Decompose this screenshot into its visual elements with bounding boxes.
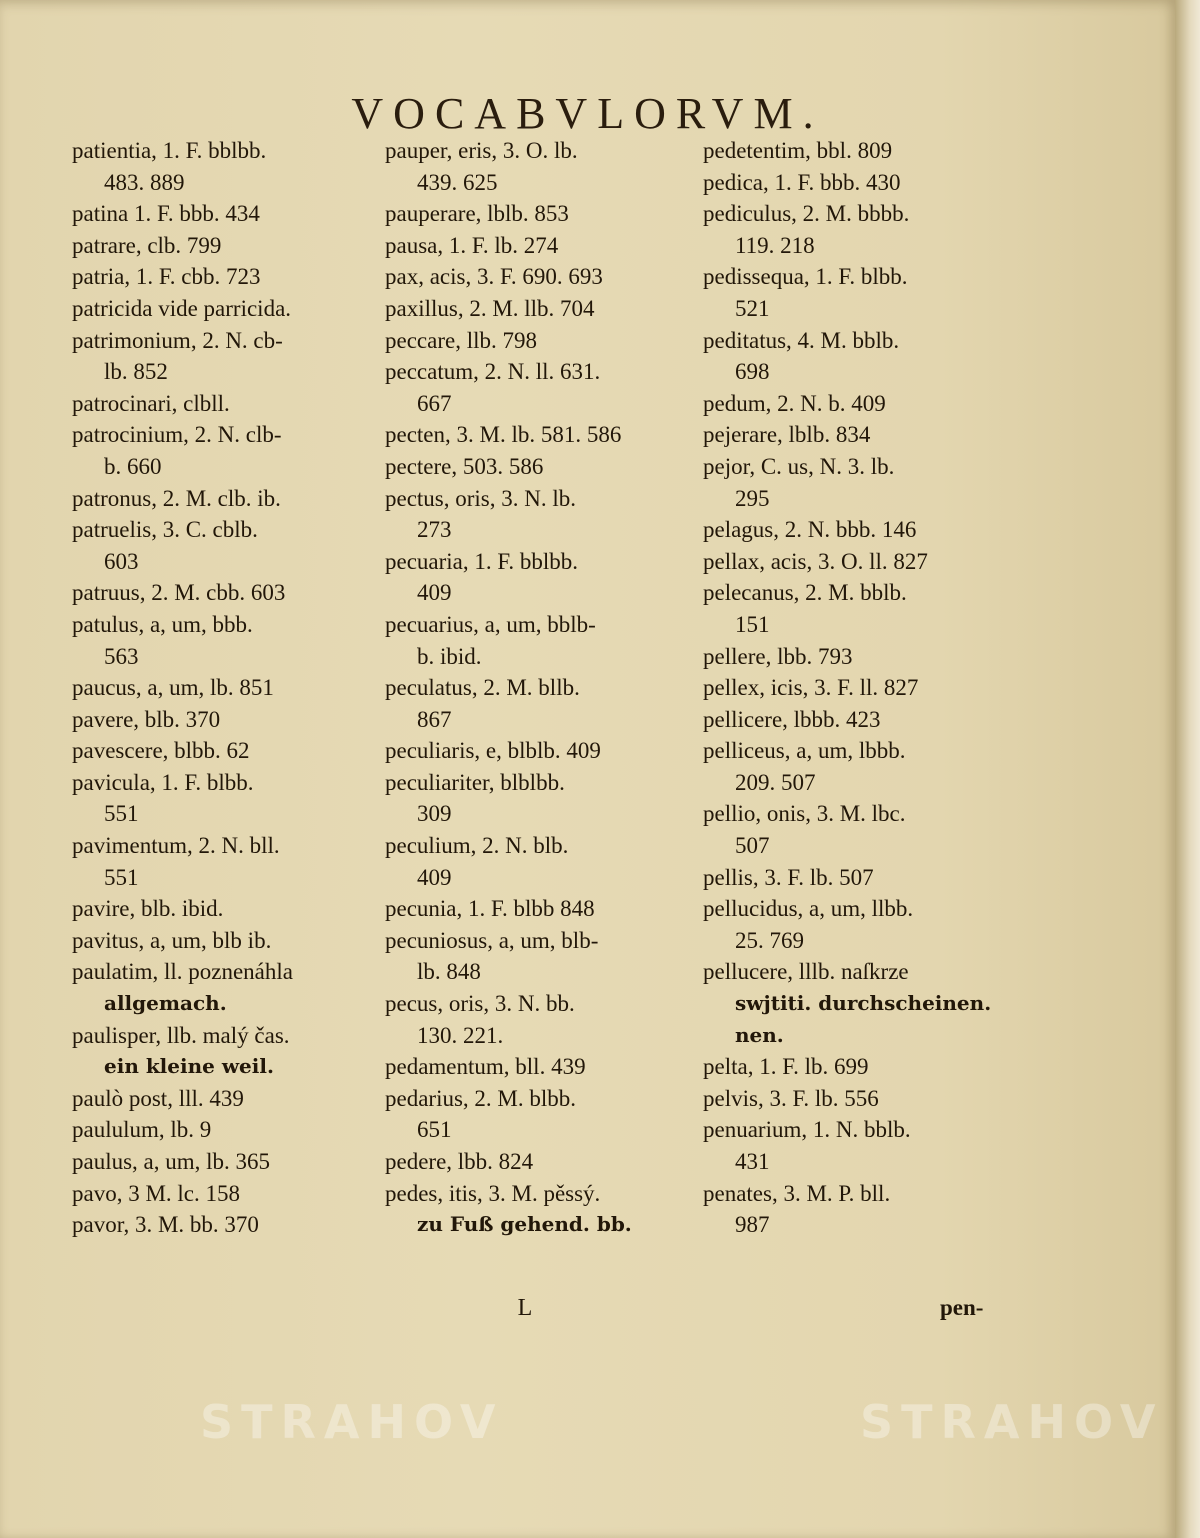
page-edge xyxy=(1175,0,1200,1538)
entry: penates, 3. M. P. bll. xyxy=(703,1180,891,1206)
entry: pelagus, 2. N. bbb. 146 xyxy=(703,517,917,543)
entry: 563 xyxy=(104,643,139,669)
entry: pejor, C. us, N. 3. lb. xyxy=(703,453,895,479)
entry: pellis, 3. F. lb. 507 xyxy=(703,864,874,890)
entry: pavor, 3. M. bb. 370 xyxy=(72,1212,259,1238)
entry: lb. 852 xyxy=(104,359,168,385)
entry: 409 xyxy=(417,580,452,606)
entry: 295 xyxy=(735,485,770,511)
entry: patulus, a, um, bbb. xyxy=(72,611,253,637)
entry: pausa, 1. F. lb. 274 xyxy=(385,232,559,258)
entry: patientia, 1. F. bblbb. xyxy=(72,138,267,163)
entry: paulò post, lll. 439 xyxy=(72,1085,244,1111)
entry: 867 xyxy=(417,706,452,732)
signature-mark: L xyxy=(517,1295,533,1321)
entry: 431 xyxy=(735,1149,770,1174)
entry: pedarius, 2. M. blbb. xyxy=(385,1085,577,1111)
entry: 603 xyxy=(104,548,139,574)
entry: paucus, a, um, lb. 851 xyxy=(72,675,274,701)
entry: b. ibid. xyxy=(417,643,482,669)
entry: 25. 769 xyxy=(735,927,804,953)
entry: pavire, blb. ibid. xyxy=(72,896,224,922)
entry: peccatum, 2. N. ll. 631. xyxy=(385,359,601,385)
entry: patrocinari, clbll. xyxy=(72,390,230,416)
entry: pax, acis, 3. F. 690. 693 xyxy=(385,264,603,290)
entry: patrimonium, 2. N. cb- xyxy=(72,327,283,353)
entry: pelliceus, a, um, lbbb. xyxy=(703,738,906,764)
entry: pecuaria, 1. F. bblbb. xyxy=(385,548,578,574)
entry: pavo, 3 M. lc. 158 xyxy=(72,1180,241,1206)
entry: pavimentum, 2. N. bll. xyxy=(72,833,280,859)
entry: pecuniosus, a, um, blb- xyxy=(385,927,599,953)
entry: peculatus, 2. M. bllb. xyxy=(385,675,580,701)
entry: pedetentim, bbl. 809 xyxy=(703,138,893,163)
entry: pecunia, 1. F. blbb 848 xyxy=(385,896,595,922)
entry: pavitus, a, um, blb ib. xyxy=(72,927,272,953)
entry: paululum, lb. 9 xyxy=(72,1117,212,1143)
entry: 551 xyxy=(104,801,139,827)
entry: peculium, 2. N. blb. xyxy=(385,833,569,859)
entry: pellex, icis, 3. F. ll. 827 xyxy=(703,675,919,701)
entry: 439. 625 xyxy=(417,169,498,195)
column-2 xyxy=(385,135,677,1241)
entry: 130. 221. xyxy=(417,1022,504,1048)
entry: peculiariter, blblbb. xyxy=(385,769,565,795)
entry: pedum, 2. N. b. 409 xyxy=(703,390,886,416)
entry: 698 xyxy=(735,359,770,385)
entry: 987 xyxy=(735,1212,770,1238)
entry: paulus, a, um, lb. 365 xyxy=(72,1149,271,1174)
entry: pavescere, blbb. 62 xyxy=(72,738,250,764)
entry: paxillus, 2. M. llb. 704 xyxy=(385,295,595,321)
entry: 119. 218 xyxy=(735,232,815,258)
catchword: pen- xyxy=(940,1295,984,1320)
entry: patria, 1. F. cbb. 723 xyxy=(72,264,261,290)
entry: pedica, 1. F. bbb. 430 xyxy=(703,169,901,195)
entry: pellio, onis, 3. M. lbc. xyxy=(703,801,906,827)
entry: pellucidus, a, um, llbb. xyxy=(703,896,914,922)
entry: pejerare, lblb. 834 xyxy=(703,422,871,448)
entry: pedissequa, 1. F. blbb. xyxy=(703,264,908,290)
column-3 xyxy=(703,135,1003,1241)
watermark: STRAHOV xyxy=(860,1395,1164,1449)
entry: pellere, lbb. 793 xyxy=(703,643,853,669)
entry: pediculus, 2. M. bbbb. xyxy=(703,201,910,227)
entry: lb. 848 xyxy=(417,959,481,985)
entry: 667 xyxy=(417,390,452,416)
entry: pellax, acis, 3. O. ll. 827 xyxy=(703,548,928,574)
entry: pedere, lbb. 824 xyxy=(385,1149,534,1174)
entry: 273 xyxy=(417,517,452,543)
entry: peccare, llb. 798 xyxy=(385,327,537,353)
entry: peditatus, 4. M. bblb. xyxy=(703,327,900,353)
entry: pedamentum, bll. 439 xyxy=(385,1054,586,1080)
entry: ein kleine weil. xyxy=(104,1054,274,1079)
entry: patina 1. F. bbb. 434 xyxy=(72,201,260,227)
entry: 309 xyxy=(417,801,452,827)
entry: allgemach. xyxy=(104,991,227,1016)
entry: pecus, oris, 3. N. bb. xyxy=(385,991,575,1017)
entry: pelvis, 3. F. lb. 556 xyxy=(703,1085,879,1111)
entry: patronus, 2. M. clb. ib. xyxy=(72,485,281,511)
entry: pecten, 3. M. lb. 581. 586 xyxy=(385,422,622,448)
entry: pelta, 1. F. lb. 699 xyxy=(703,1054,869,1080)
column-1 xyxy=(72,135,362,1241)
entry: paulisper, llb. malý čas. xyxy=(72,1022,290,1048)
entry: pelecanus, 2. M. bblb. xyxy=(703,580,907,606)
entry: 507 xyxy=(735,833,770,859)
entry: 521 xyxy=(735,295,770,321)
entry: patrare, clb. 799 xyxy=(72,232,222,258)
entry: paulatim, ll. poznenáhla xyxy=(72,959,293,985)
entry: 209. 507 xyxy=(735,769,816,795)
entry: pecuarius, a, um, bblb- xyxy=(385,611,596,637)
entry: patrocinium, 2. N. clb- xyxy=(72,422,282,448)
entry: swjtiti. durchscheinen. xyxy=(735,991,992,1016)
entry: patruus, 2. M. cbb. 603 xyxy=(72,580,286,606)
entry: pavicula, 1. F. blbb. xyxy=(72,769,254,795)
entry: 151 xyxy=(735,611,770,637)
entry: 651 xyxy=(417,1117,452,1143)
entry: pavere, blb. 370 xyxy=(72,706,221,732)
entry: 483. 889 xyxy=(104,169,185,195)
entry: patruelis, 3. C. cblb. xyxy=(72,517,258,543)
entry: zu Fuß gehend. bb. xyxy=(417,1212,632,1237)
entry: peculiaris, e, blblb. 409 xyxy=(385,738,601,764)
entry: patricida vide parricida. xyxy=(72,295,292,321)
entry: 409 xyxy=(417,864,452,890)
entry: pauper, eris, 3. O. lb. xyxy=(385,138,578,163)
entry: b. 660 xyxy=(104,453,162,479)
entry: pellucere, lllb. naſkrze xyxy=(703,959,909,985)
entry: pauperare, lblb. 853 xyxy=(385,201,569,227)
entry: pectere, 503. 586 xyxy=(385,453,544,479)
watermark: STRAHOV xyxy=(200,1395,504,1449)
page-header: VOCABVLORVM. xyxy=(351,89,824,138)
entry: pedes, itis, 3. M. pěssý. xyxy=(385,1180,601,1206)
entry: pellicere, lbbb. 423 xyxy=(703,706,881,732)
entry: 551 xyxy=(104,864,139,890)
entry: nen. xyxy=(735,1022,784,1047)
entry: penuarium, 1. N. bblb. xyxy=(703,1117,911,1143)
entry: pectus, oris, 3. N. lb. xyxy=(385,485,577,511)
